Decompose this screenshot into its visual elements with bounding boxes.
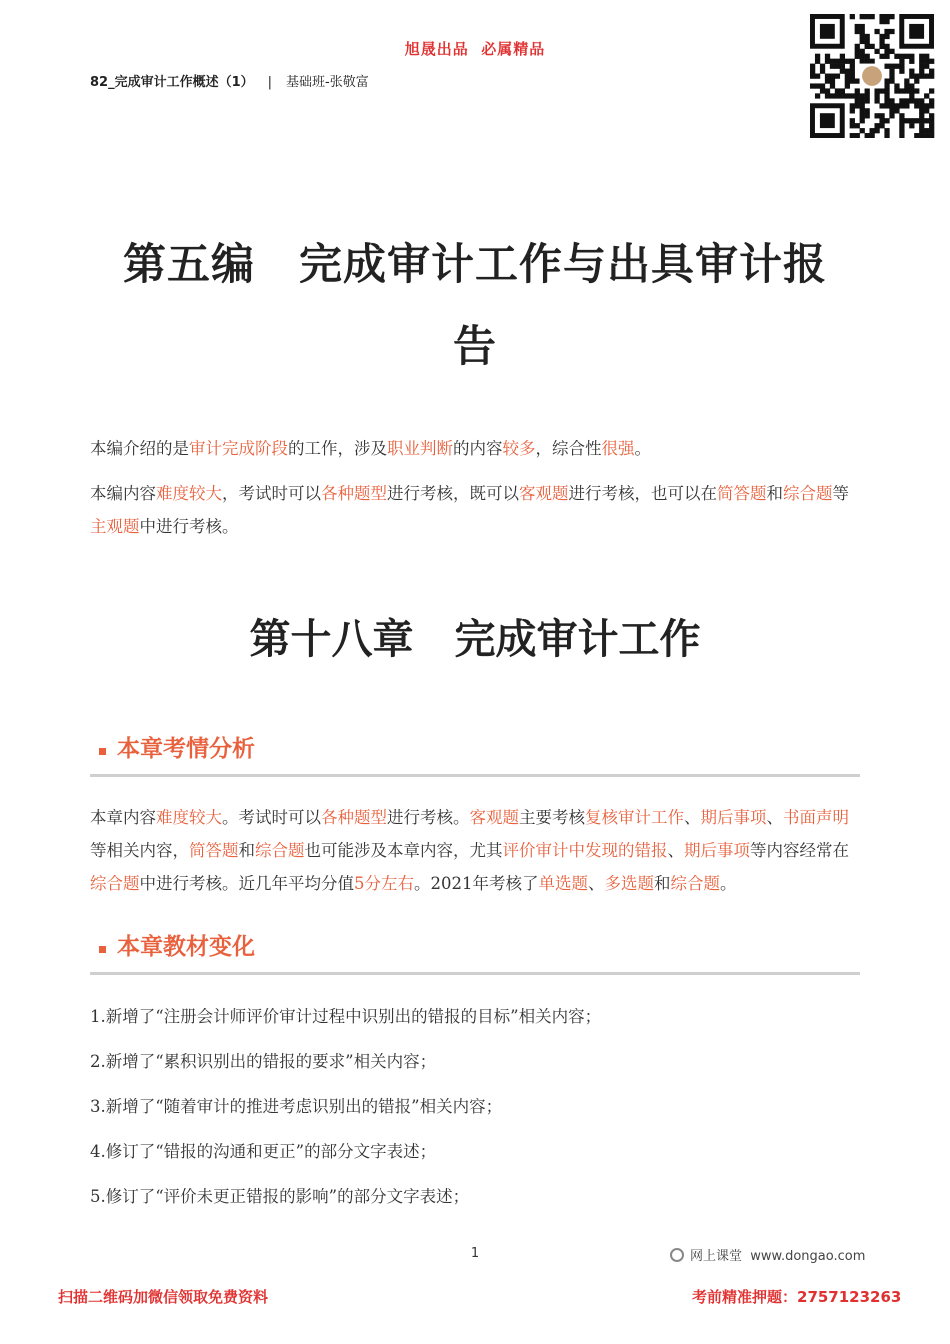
text-run: 。2021年考核了 [414, 874, 539, 893]
site-brand [670, 1245, 865, 1264]
text-run: ，综合性 [535, 439, 602, 458]
analysis-paragraph [90, 801, 860, 900]
highlight-term: 客观题 [519, 484, 569, 503]
highlight-term: 单选题 [538, 874, 588, 893]
square-bullet-icon [99, 748, 106, 755]
highlight-term: 综合题 [255, 841, 305, 860]
dongao-logo-icon [670, 1248, 684, 1262]
text-run: 中进行考核。近几年平均分值 [139, 874, 354, 893]
highlight-term: 主观题 [90, 517, 140, 536]
chapter-title: 第十八章 完成审计工作 [249, 615, 701, 663]
text-run: 本章内容 [90, 808, 156, 827]
text-run: 、 [588, 874, 605, 893]
highlight-term: 职业判断 [387, 439, 453, 458]
course-header [90, 71, 369, 90]
text-run: 也可能涉及本章内容，尤其 [304, 841, 503, 860]
text-run: 、 [766, 808, 783, 827]
section-changes-label: 本章教材变化 [117, 933, 255, 960]
text-run: 和 [766, 484, 783, 503]
highlight-term: 简答题 [717, 484, 767, 503]
text-run: 进行考核。 [387, 808, 470, 827]
highlight-term: 审计完成阶段 [189, 439, 288, 458]
text-run: 等内容经常在 [750, 841, 849, 860]
text-run: 。 [634, 439, 651, 458]
section-analysis-heading [90, 732, 860, 777]
highlight-term: 难度较大 [156, 808, 222, 827]
highlight-term: 综合题 [783, 484, 833, 503]
text-run: 。 [720, 874, 737, 893]
highlight-term: 客观题 [469, 808, 519, 827]
intro-paragraph-1 [90, 432, 860, 465]
change-item: 2.新增了“累积识别出的错报的要求”相关内容； [90, 1052, 437, 1071]
lesson-title: 82_完成审计工作概述（1） [90, 75, 254, 90]
highlight-term: 综合题 [670, 874, 720, 893]
intro-paragraph-2 [90, 477, 860, 543]
text-run: 的工作，涉及 [288, 439, 387, 458]
highlight-term: 复核审计工作 [585, 808, 684, 827]
site-brand-text: 网上课堂 www.dongao.com [690, 1249, 866, 1264]
text-run: 和 [238, 841, 255, 860]
highlight-term: 难度较大 [156, 484, 222, 503]
part-title-line2: 告 [453, 322, 497, 372]
text-run: 和 [654, 874, 671, 893]
part-title-line1: 第五编 完成审计工作与出具审计报 [123, 240, 827, 290]
text-run: 主要考核 [519, 808, 585, 827]
page-number: 1 [470, 1246, 480, 1261]
text-run: 、 [667, 841, 684, 860]
change-item: 4.修订了“错报的沟通和更正”的部分文字表述； [90, 1142, 437, 1161]
highlight-term: 多选题 [604, 874, 654, 893]
text-run: 进行考核，也可以在 [568, 484, 717, 503]
highlight-term: 期后事项 [700, 808, 767, 827]
highlight-term: 评价审计中发现的错报 [502, 841, 668, 860]
text-run: 、 [684, 808, 701, 827]
text-run: 等相关内容， [90, 841, 189, 860]
footer-left-promo: 扫描二维码加微信领取免费资料 [58, 1288, 269, 1306]
highlight-term: 各种题型 [321, 484, 387, 503]
section-changes-heading [90, 930, 860, 975]
highlight-term: 很强 [601, 439, 635, 458]
header-separator: | [267, 75, 273, 90]
highlight-term: 各种题型 [321, 808, 387, 827]
text-run: ，考试时可以 [222, 484, 321, 503]
change-item: 1.新增了“注册会计师评价审计过程中识别出的错报的目标”相关内容； [90, 1007, 602, 1026]
highlight-term: 简答题 [189, 841, 239, 860]
highlight-term: 较多 [502, 439, 536, 458]
highlight-term: 书面声明 [783, 808, 849, 827]
course-name: 基础班-张敬富 [286, 75, 369, 90]
highlight-term: 期后事项 [684, 841, 750, 860]
text-run: 。考试时可以 [222, 808, 321, 827]
qr-code-icon [808, 14, 936, 138]
square-bullet-icon [99, 946, 106, 953]
change-item: 3.新增了“随着审计的推进考虑识别出的错报”相关内容； [90, 1097, 503, 1116]
section-analysis-label: 本章考情分析 [117, 735, 255, 762]
highlight-term: 5分左右 [354, 874, 414, 893]
text-run: 等 [832, 484, 849, 503]
highlight-term: 综合题 [90, 874, 140, 893]
text-run: 的内容 [453, 439, 503, 458]
footer-right-promo: 考前精准押题：2757123263 [692, 1288, 902, 1306]
part-title [90, 224, 860, 388]
text-run: 本编内容 [90, 484, 156, 503]
top-slogan: 旭晟出品 必属精品 [404, 40, 546, 58]
text-run: 中进行考核。 [139, 517, 239, 536]
change-item: 5.修订了“评价未更正错报的影响”的部分文字表述； [90, 1187, 470, 1206]
text-run: 本编介绍的是 [90, 439, 189, 458]
text-run: 进行考核，既可以 [387, 484, 519, 503]
